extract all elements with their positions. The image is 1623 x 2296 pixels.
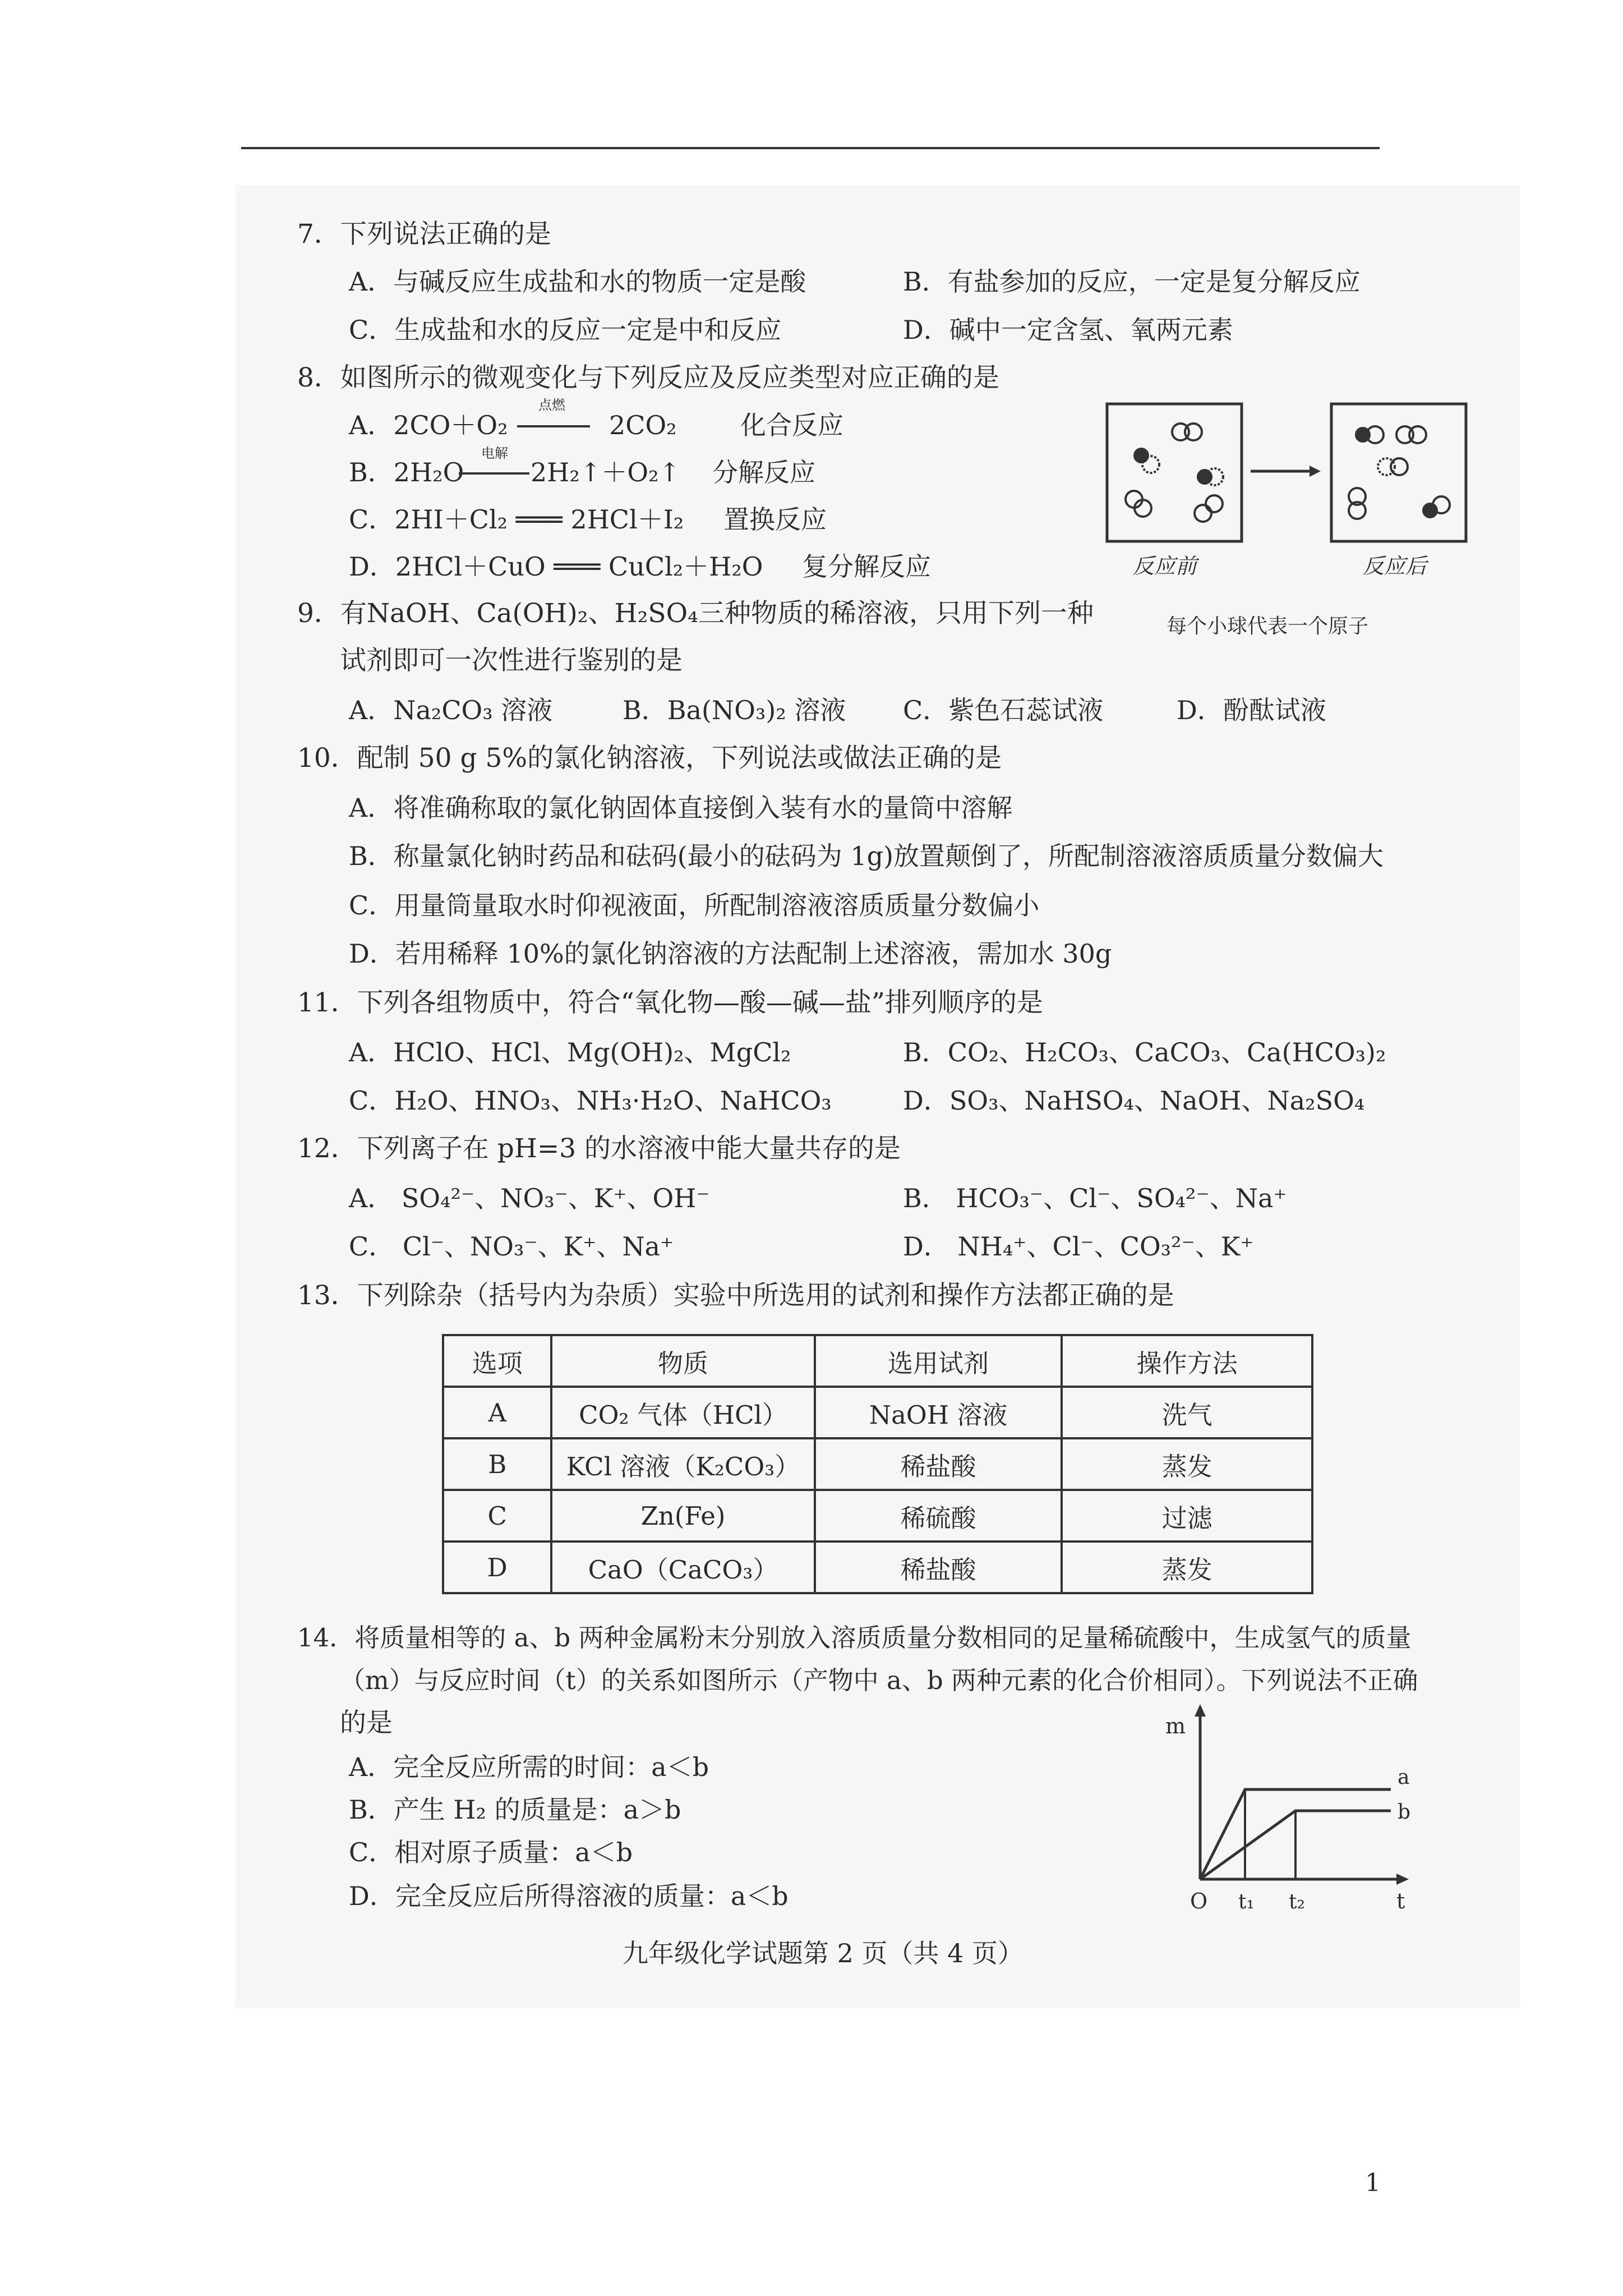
q9-option-a: A．Na₂CO₃ 溶液 xyxy=(349,695,553,725)
q7-option-a: A．与碱反应生成盐和水的物质一定是酸 xyxy=(349,266,806,297)
graph-t1-label: t₁ xyxy=(1238,1890,1255,1913)
q11-option-d: D．SO₃、NaHSO₄、NaOH、Na₂SO₄ xyxy=(903,1085,1365,1116)
q14-stem: 14．将质量相等的 a、b 两种金属粉末分别放入溶质质量分数相同的足量稀硫酸中，生成氢气的质量 xyxy=(297,1623,1412,1653)
q8-option-d-type: 复分解反应 xyxy=(802,551,931,582)
q8-arrow-head xyxy=(1310,466,1321,477)
q7-stem: 7．下列说法正确的是 xyxy=(297,219,551,250)
q8-option-a: A．2CO＋O₂ xyxy=(349,410,508,440)
q7-option-d: D．碱中一定含氢、氧两元素 xyxy=(903,315,1233,345)
q9-stem-2: 试剂即可一次性进行鉴别的是 xyxy=(340,645,683,676)
q8-caption: 每个小球代表一个原子 xyxy=(1166,615,1369,638)
q8-option-b-product: 2H₂↑＋O₂↑ xyxy=(531,457,681,487)
page-number: 1 xyxy=(1365,2169,1381,2197)
graph-series-b-label: b xyxy=(1398,1801,1411,1824)
q12-option-d: D． NH₄⁺、Cl⁻、CO₃²⁻、K⁺ xyxy=(903,1231,1254,1262)
q8-option-b-type: 分解反应 xyxy=(712,457,815,487)
q14-mass-time-graph xyxy=(1144,1700,1458,1924)
q8-option-a-product: 2CO₂ xyxy=(609,410,677,440)
graph-y-label: m xyxy=(1165,1714,1186,1738)
table-cell: 稀硫酸 xyxy=(815,1490,1062,1542)
q9-option-b: B．Ba(NO₃)₂ 溶液 xyxy=(623,695,846,725)
graph-y-arrow xyxy=(1195,1704,1206,1717)
table-cell: Zn(Fe) xyxy=(551,1490,814,1542)
q11-stem: 11．下列各组物质中，符合“氧化物—酸—碱—盐”排列顺序的是 xyxy=(297,987,1043,1018)
q12-option-c: C． Cl⁻、NO₃⁻、K⁺、Na⁺ xyxy=(349,1231,674,1262)
q11-option-a: A．HClO、HCl、Mg(OH)₂、MgCl₂ xyxy=(349,1037,791,1068)
graph-t2-label: t₂ xyxy=(1289,1890,1305,1913)
table-cell: CO₂ 气体（HCl） xyxy=(551,1387,814,1438)
table-row xyxy=(443,1542,1312,1593)
q14-option-d: D．完全反应后所得溶液的质量：a＜b xyxy=(349,1881,789,1911)
q7-option-c: C．生成盐和水的反应一定是中和反应 xyxy=(349,315,782,345)
table-cell: CaO（CaCO₃） xyxy=(551,1542,814,1593)
table-cell: 稀盐酸 xyxy=(815,1438,1062,1490)
q10-option-a: A．将准确称取的氯化钠固体直接倒入装有水的量筒中溶解 xyxy=(349,793,1013,823)
graph-series-a-label: a xyxy=(1398,1766,1410,1789)
q8-option-d: D．2HCl＋CuO ═══ CuCl₂＋H₂O xyxy=(349,551,763,582)
q14-option-c: C．相对原子质量：a＜b xyxy=(349,1837,633,1867)
q8-after-molecules xyxy=(1349,426,1450,519)
table-cell: 过滤 xyxy=(1062,1490,1312,1542)
q8-label-after: 反应后 xyxy=(1363,554,1427,578)
table-cell: D xyxy=(443,1542,551,1593)
q8-option-c: C．2HI＋Cl₂ ═══ 2HCl＋I₂ xyxy=(349,504,684,535)
q10-stem: 10．配制 50 g 5%的氯化钠溶液，下列说法或做法正确的是 xyxy=(297,743,1002,774)
table-header-cell: 选用试剂 xyxy=(815,1335,1062,1387)
table-cell: KCl 溶液（K₂CO₃） xyxy=(551,1438,814,1490)
table-row xyxy=(443,1438,1312,1490)
table-row xyxy=(443,1387,1312,1438)
q8-label-before: 反应前 xyxy=(1133,554,1197,578)
page-footer: 九年级化学试题第 2 页（共 4 页） xyxy=(623,1938,1024,1968)
q8-option-a-type: 化合反应 xyxy=(740,410,843,440)
q14-stem-3: 的是 xyxy=(340,1708,393,1738)
q13-stem: 13．下列除杂（括号内为杂质）实验中所选用的试剂和操作方法都正确的是 xyxy=(297,1280,1174,1311)
graph-origin-label: O xyxy=(1190,1889,1208,1913)
q10-option-d: D．若用稀释 10%的氯化钠溶液的方法配制上述溶液，需加水 30g xyxy=(349,938,1112,969)
q8-microscopic-diagram xyxy=(1099,393,1492,651)
q11-option-c: C．H₂O、HNO₃、NH₃·H₂O、NaHCO₃ xyxy=(349,1085,832,1116)
q11-option-b: B．CO₂、H₂CO₃、CaCO₃、Ca(HCO₃)₂ xyxy=(903,1037,1386,1068)
q8-before-molecules xyxy=(1126,424,1223,522)
table-cell: C xyxy=(443,1490,551,1542)
table-cell: A xyxy=(443,1387,551,1438)
q8-option-b-arrow xyxy=(459,472,529,475)
q14-stem-2: （m）与反应时间（t）的关系如图所示（产物中 a、b 两种元素的化合价相同）。下列说法不正确 xyxy=(340,1665,1418,1695)
table-cell: NaOH 溶液 xyxy=(815,1387,1062,1438)
q12-option-b: B． HCO₃⁻、Cl⁻、SO₄²⁻、Na⁺ xyxy=(903,1183,1287,1213)
q8-after-box xyxy=(1331,404,1466,541)
q14-option-b: B．产生 H₂ 的质量是：a＞b xyxy=(349,1795,681,1825)
table-cell: B xyxy=(443,1438,551,1490)
table-cell: 蒸发 xyxy=(1062,1542,1312,1593)
header-rule xyxy=(241,147,1380,149)
q14-option-a: A．完全反应所需的时间：a＜b xyxy=(349,1752,709,1782)
q8-option-b-condition: 电解 xyxy=(481,445,508,461)
q8-option-a-arrow xyxy=(517,425,590,427)
q13-table xyxy=(442,1334,1313,1594)
q9-stem: 9．有NaOH、Ca(OH)₂、H₂SO₄三种物质的稀溶液，只用下列一种 xyxy=(297,598,1094,629)
table-header-row xyxy=(443,1335,1312,1387)
table-row xyxy=(443,1490,1312,1542)
q9-option-d: D．酚酞试液 xyxy=(1177,695,1326,725)
graph-x-arrow xyxy=(1396,1874,1409,1885)
q12-stem: 12．下列离子在 pH=3 的水溶液中能大量共存的是 xyxy=(297,1133,901,1164)
table-header-cell: 物质 xyxy=(551,1335,814,1387)
q8-stem: 8．如图所示的微观变化与下列反应及反应类型对应正确的是 xyxy=(297,362,999,393)
q8-option-c-type: 置换反应 xyxy=(723,504,827,535)
table-header-cell: 操作方法 xyxy=(1062,1335,1312,1387)
q8-option-b: B．2H₂O xyxy=(349,457,464,487)
q8-option-a-condition: 点燃 xyxy=(538,397,565,413)
table-header-cell: 选项 xyxy=(443,1335,551,1387)
q9-option-c: C．紫色石蕊试液 xyxy=(903,695,1104,725)
graph-x-label: t xyxy=(1396,1889,1405,1913)
table-cell: 蒸发 xyxy=(1062,1438,1312,1490)
table-cell: 稀盐酸 xyxy=(815,1542,1062,1593)
q7-option-b: B．有盐参加的反应，一定是复分解反应 xyxy=(903,266,1361,297)
q10-option-c: C．用量筒量取水时仰视液面，所配制溶液溶质质量分数偏小 xyxy=(349,890,1040,921)
q10-option-b: B．称量氯化钠时药品和砝码(最小的砝码为 1g)放置颠倒了，所配制溶液溶质质量分数偏大 xyxy=(349,841,1384,871)
q12-option-a: A． SO₄²⁻、NO₃⁻、K⁺、OH⁻ xyxy=(349,1183,710,1213)
table-cell: 洗气 xyxy=(1062,1387,1312,1438)
